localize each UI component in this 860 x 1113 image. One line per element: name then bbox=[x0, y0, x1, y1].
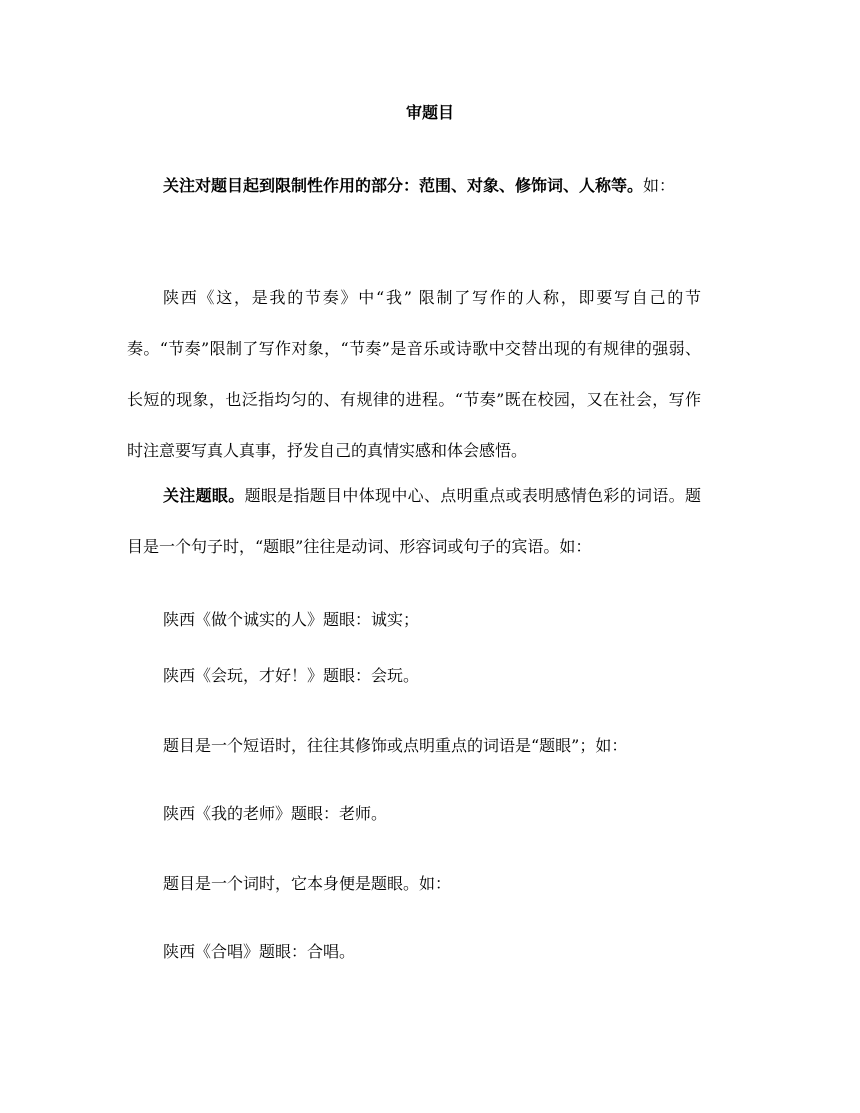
section1-paragraph bbox=[127, 160, 701, 211]
phrase-rule: 题目是一个短语时，往往其修饰或点明重点的词语是“题眼”；如： bbox=[163, 736, 628, 755]
example-sentence-1: 陕西《做个诚实的人》题眼：诚实； bbox=[163, 610, 420, 629]
example-sentence-2: 陕西《会玩，才好！》题眼：会玩。 bbox=[163, 666, 420, 685]
section2-heading: 关注题眼。 bbox=[163, 486, 245, 505]
example-phrase: 陕西《我的老师》题眼：老师。 bbox=[163, 804, 388, 823]
example1-paragraph: 陕西《这，是我的节奏》中“我” 限制了写作的人称，即要写自己的节奏。“节奏”限制了写作对象，“节奏”是音乐或诗歌中交替出现的有规律的强弱、长短的现象，也泛指均匀的、有规律的进程。“节奏”既在校园，又在社会，写作时注意要写真人真事，抒发自己的真情实感和体会感悟。 bbox=[127, 288, 701, 460]
section2-text: 题眼是指题目中体现中心、点明重点或表明感情色彩的词语。题目是一个句子时，“题眼”往往是动词、形容词或句子的宾语。如： bbox=[127, 486, 701, 556]
section2-paragraph bbox=[127, 470, 701, 572]
word-rule: 题目是一个词时，它本身便是题眼。如： bbox=[163, 874, 452, 893]
section1-after-heading: 如： bbox=[643, 176, 676, 195]
page-title: 审题目 bbox=[405, 103, 454, 122]
section1-heading: 关注对题目起到限制性作用的部分：范围、对象、修饰词、人称等。 bbox=[163, 176, 644, 195]
example-word: 陕西《合唱》题眼：合唱。 bbox=[163, 942, 356, 961]
